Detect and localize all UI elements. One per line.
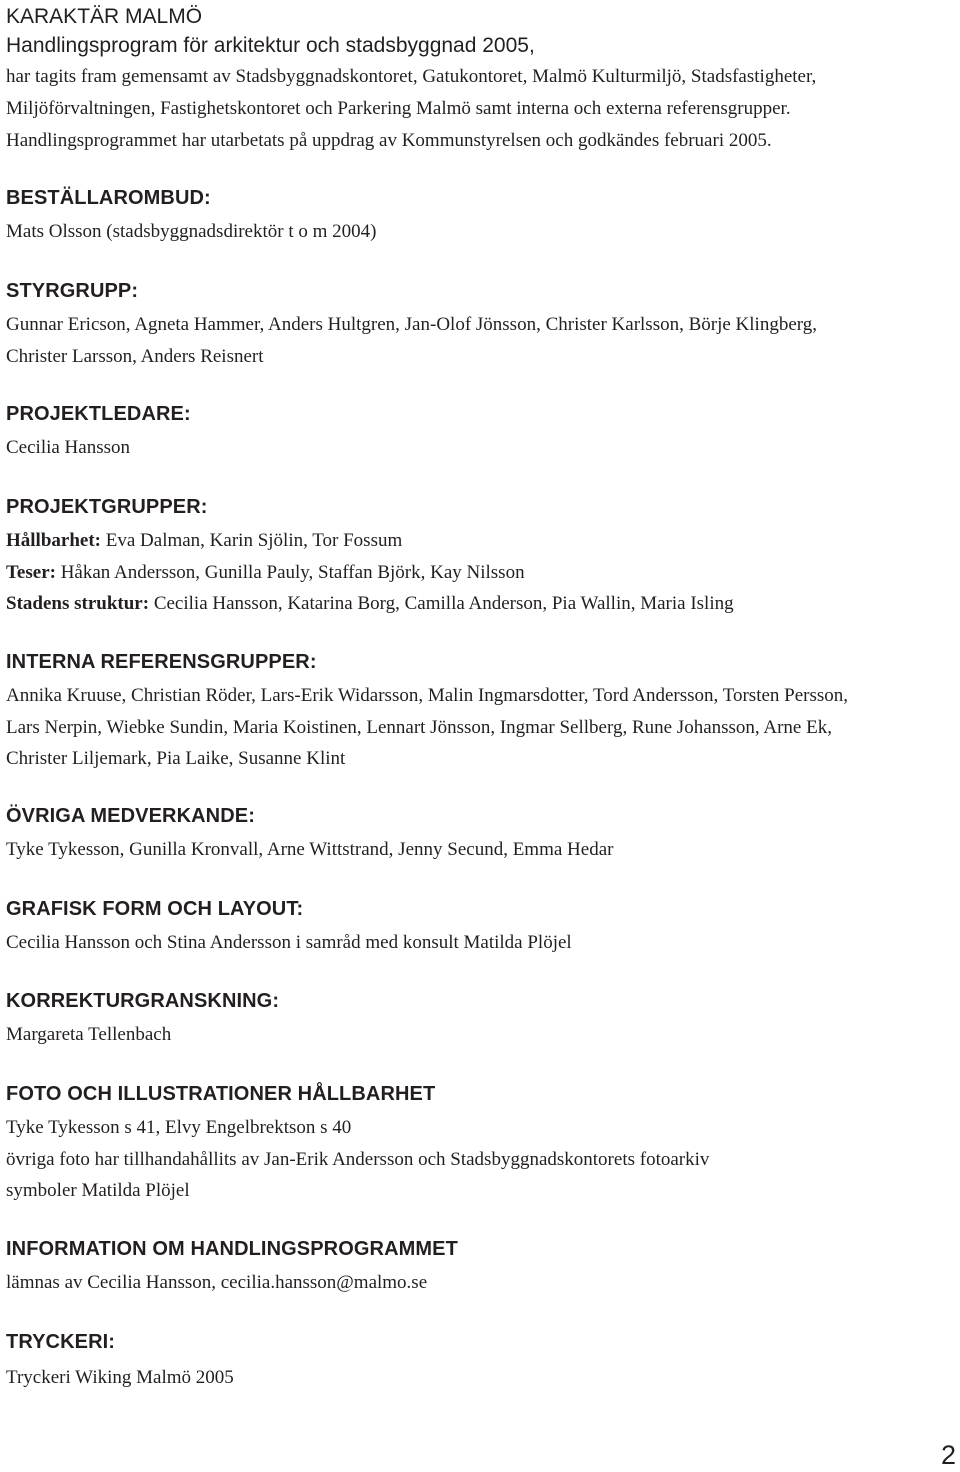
document-title: KARAKTÄR MALMÖ (6, 5, 203, 28)
section-body (6, 1112, 956, 1207)
group-row (6, 557, 956, 589)
group-row (6, 588, 956, 620)
group-label: Stadens struktur: (6, 593, 150, 614)
group-row (6, 525, 956, 557)
section-heading: STYRGRUPP: (6, 280, 139, 302)
section-body (6, 216, 956, 248)
section-line: Cecilia Hansson och Stina Andersson i samråd med konsult Matilda Plöjel (6, 932, 572, 953)
contact-line: lämnas av Cecilia Hansson, cecilia.hansson@malmo.se (6, 1272, 428, 1293)
section-heading: TRYCKERI: (6, 1331, 116, 1353)
page-number: 2 (940, 1440, 956, 1470)
section-line: Tyke Tykesson, Gunilla Kronvall, Arne Wittstrand, Jenny Secund, Emma Hedar (6, 839, 614, 860)
section-foto-illustrationer (6, 1082, 956, 1207)
document-subtitle: Handlingsprogram för arkitektur och stadsbyggnad 2005, (6, 34, 535, 57)
section-body (6, 432, 956, 464)
intro-paragraph (6, 61, 816, 157)
section-korrekturgranskning (6, 989, 956, 1051)
section-line: Annika Kruuse, Christian Röder, Lars-Erik Widarsson, Malin Ingmarsdotter, Tord Andersson, Torsten Persson, (6, 685, 849, 706)
section-line: symboler Matilda Plöjel (6, 1180, 190, 1201)
section-line: Cecilia Hansson (6, 437, 131, 458)
section-heading: GRAFISK FORM OCH LAYOUT: (6, 898, 304, 920)
section-line: Gunnar Ericson, Agneta Hammer, Anders Hultgren, Jan-Olof Jönsson, Christer Karlsson, Börje Klingberg, (6, 314, 817, 335)
section-interna-referensgrupper (6, 650, 956, 775)
group-members: Eva Dalman, Karin Sjölin, Tor Fossum (101, 530, 403, 551)
section-heading: INFORMATION OM HANDLINGSPROGRAMMET (6, 1238, 458, 1260)
section-heading: KORREKTURGRANSKNING: (6, 990, 280, 1012)
section-body (6, 834, 956, 866)
section-body (6, 1019, 956, 1051)
section-line: Tyke Tykesson s 41, Elvy Engelbrektson s 40 (6, 1117, 352, 1138)
section-grafisk-form (6, 897, 956, 959)
section-ovriga-medverkande (6, 804, 956, 866)
section-heading: ÖVRIGA MEDVERKANDE: (6, 805, 255, 827)
group-label: Hållbarhet: (6, 530, 101, 551)
section-line: Christer Larsson, Anders Reisnert (6, 345, 264, 367)
intro-line: har tagits fram gemensamt av Stadsbyggnadskontoret, Gatukontoret, Malmö Kulturmiljö, Stadsfastigheter, (6, 66, 817, 87)
section-body (6, 525, 956, 620)
section-line: Christer Liljemark, Pia Laike, Susanne Klint (6, 748, 346, 769)
section-projektledare (6, 402, 956, 464)
section-body (6, 1267, 956, 1299)
section-line: Lars Nerpin, Wiebke Sundin, Maria Koistinen, Lennart Jönsson, Ingmar Sellberg, Rune Johansson, Arne Ek, (6, 716, 832, 738)
section-body (6, 680, 956, 775)
section-body (6, 927, 956, 959)
section-body (6, 1362, 956, 1394)
section-heading: INTERNA REFERENSGRUPPER: (6, 651, 317, 673)
section-heading: PROJEKTLEDARE: (6, 403, 191, 425)
section-line: övriga foto har tillhandahållits av Jan-Erik Andersson och Stadsbyggnadskontorets fotoarkiv (6, 1148, 710, 1170)
group-label: Teser: (6, 561, 56, 583)
intro-line: Miljöförvaltningen, Fastighetskontoret och Parkering Malmö samt interna och externa referensgrupper. (6, 98, 791, 119)
section-line: Margareta Tellenbach (6, 1024, 172, 1045)
section-tryckeri (6, 1330, 956, 1394)
section-styrgrupp (6, 279, 956, 372)
section-heading: PROJEKTGRUPPER: (6, 496, 208, 518)
intro-line: Handlingsprogrammet har utarbetats på uppdrag av Kommunstyrelsen och godkändes februari 2005. (6, 130, 772, 151)
section-bestallarombud (6, 186, 956, 248)
section-heading: BESTÄLLAROMBUD: (6, 187, 211, 209)
section-line: Mats Olsson (stadsbyggnadsdirektör t o m 2004) (6, 221, 377, 242)
group-members: Cecilia Hansson, Katarina Borg, Camilla Anderson, Pia Wallin, Maria Isling (149, 593, 734, 614)
group-members: Håkan Andersson, Gunilla Pauly, Staffan Björk, Kay Nilsson (55, 561, 525, 583)
section-information (6, 1237, 956, 1299)
section-body (6, 309, 956, 372)
section-line: Tryckeri Wiking Malmö 2005 (6, 1367, 234, 1388)
section-heading: FOTO OCH ILLUSTRATIONER HÅLLBARHET (6, 1083, 436, 1105)
section-projektgrupper (6, 495, 956, 620)
